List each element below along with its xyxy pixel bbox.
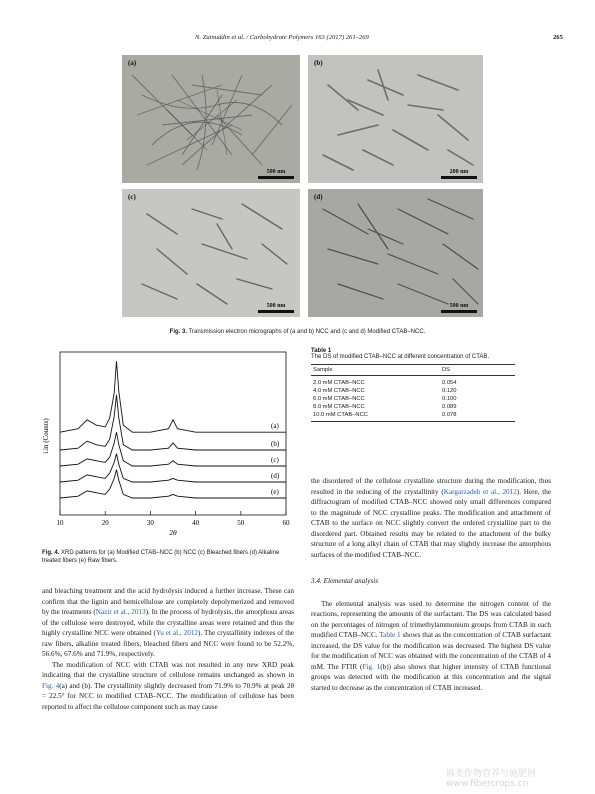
scale-bar-c bbox=[258, 303, 294, 313]
header-sample: Sample bbox=[311, 365, 440, 376]
table1-title: Table 1 bbox=[311, 348, 332, 354]
tem-panel-b bbox=[308, 55, 483, 183]
fig4-caption-prefix: Fig. 4. bbox=[42, 550, 60, 556]
right-paragraph-1 bbox=[311, 476, 551, 560]
fig3-caption-text: Transmission electron micrographs of (a and b) NCC and (c and d) Modified CTAB–NCC. bbox=[188, 329, 426, 335]
y-axis-label: i.in (Counts) bbox=[42, 418, 50, 454]
right-paragraph-2 bbox=[311, 599, 551, 694]
tem-panel-d bbox=[308, 189, 483, 317]
panel-label-a: (a) bbox=[128, 59, 137, 67]
series-label: (b) bbox=[271, 440, 280, 448]
left-paragraph-2 bbox=[42, 660, 294, 713]
text-run: shows that as the concentration of CTAB surfactant increased, the DS value for the modification was decreased. The highest DS value for the modification of NCC was obtained with the concentration of the CTAB of 4 mM. The FTIR ( bbox=[311, 631, 551, 671]
xrd-chart bbox=[42, 348, 294, 538]
xrd-series-line bbox=[60, 395, 286, 450]
scale-bar-text: 200 nm bbox=[449, 169, 469, 175]
scale-bar-text: 500 nm bbox=[266, 169, 286, 175]
scale-bar-text: 500 nm bbox=[266, 303, 286, 309]
text-run: ). The crystallinity indexes of the raw fibers, alkaline treated fibers, bleached fibers and NCC were found to be 52.2%, 56.6%, 67.6% and 71.9%, respectively. bbox=[42, 629, 294, 658]
citation-link[interactable]: Yu et al., 2012 bbox=[155, 629, 199, 637]
panel-label-c: (c) bbox=[128, 193, 136, 201]
xrd-series-line bbox=[60, 432, 286, 466]
x-tick-label: 10 bbox=[56, 519, 64, 527]
series-label: (e) bbox=[271, 488, 279, 496]
figure-link[interactable]: Fig. 1 bbox=[362, 662, 381, 671]
fig4-caption-text: XRD patterns for (a) Modified CTAB–NCC (b) NCC (c) Bleached fibers (d) Alkaline treated fibers (e) Raw fibers. bbox=[42, 550, 280, 564]
xrd-series-line bbox=[60, 454, 286, 482]
series-label: (d) bbox=[271, 472, 280, 480]
table-row bbox=[311, 376, 515, 388]
tem-image-d bbox=[308, 189, 483, 317]
cell-sample: 6.0 mM CTAB–NCC bbox=[313, 396, 365, 402]
section-heading: 3.4. Elemental analysis bbox=[311, 577, 379, 585]
tem-image-a bbox=[122, 55, 300, 183]
running-header: N. Zainuddin et al. / Carbohydrate Polymers 163 (2017) 261–269 bbox=[195, 34, 369, 41]
x-tick-label: 20 bbox=[101, 519, 109, 527]
cell-sample: 4.0 mM CTAB–NCC bbox=[313, 388, 365, 394]
tem-panel-c bbox=[122, 189, 300, 317]
scale-bar-text: 500 nm bbox=[449, 303, 469, 309]
scale-bar-line bbox=[441, 176, 477, 179]
fig3-caption-prefix: Fig. 3. bbox=[169, 329, 187, 335]
text-run: (a) and (b). The crystallinity slightly decreased from 71.9% to 70.9% at peak 2θ = 22.5° for NCC to modified CTAB–NCC. The modification of cellulose has been reported to affect the cellulose component such as may cause bbox=[42, 681, 295, 711]
scale-bar-d bbox=[441, 303, 477, 313]
figure-link[interactable]: Fig. 4 bbox=[42, 681, 60, 690]
citation-link[interactable]: Kargarzadeh et al., 2012 bbox=[443, 487, 517, 496]
cell-ds: 0.054 bbox=[442, 380, 457, 386]
scale-bar-b bbox=[441, 169, 477, 179]
cell-ds: 0.089 bbox=[442, 404, 457, 410]
text-run: ). Here, the diffractogram of modified CTAB–NCC showed only small differences compared to the magnitude of NCC crystalline peaks. The modification and attachment of CTAB to the surface on NCC slightly convert the ordered crystalline part to the disordered part. Obtained results may be related to the attachment of the bulky structure of a long alkyl chain of CTAB that may slightly increase the amorphous surfaces of the modified CTAB–NCC. bbox=[311, 487, 552, 559]
table1-block bbox=[311, 348, 551, 422]
page-number: 265 bbox=[553, 34, 563, 41]
header-ds: DS bbox=[440, 365, 515, 376]
left-column-text bbox=[42, 586, 294, 712]
table1-caption: The DS of modified CTAB–NCC at different concentration of CTAB. bbox=[311, 354, 490, 360]
text-run: the disordered of the cellulose crystalline structure during the modification, thus resulted in the reducing of the crystallinity ( bbox=[311, 477, 551, 496]
text-run: and bleaching treatment and the acid hydrolysis induced a further increase. These can confirm that the lignin and hemicellulose are completely depolymerized and removed by the treatments ( bbox=[42, 587, 294, 616]
watermark: 麻类作物营养与施肥网 www.fibercrops.cn bbox=[446, 769, 537, 789]
x-tick-label: 30 bbox=[146, 519, 154, 527]
scale-bar-line bbox=[258, 176, 294, 179]
x-tick-label: 50 bbox=[237, 519, 245, 527]
left-paragraph-1 bbox=[42, 586, 294, 660]
right-column-text bbox=[311, 476, 551, 693]
table-row bbox=[311, 387, 515, 395]
xrd-series-line bbox=[60, 361, 286, 432]
table-link[interactable]: Table 1 bbox=[379, 631, 401, 639]
cell-sample: 8.0 mM CTAB–NCC bbox=[313, 404, 365, 410]
x-tick-label: 60 bbox=[282, 519, 290, 527]
table-row bbox=[311, 395, 515, 403]
scale-bar-line bbox=[441, 310, 477, 313]
tem-image-b bbox=[308, 55, 483, 183]
xrd-figure bbox=[42, 348, 294, 538]
series-label: (c) bbox=[271, 456, 279, 464]
panel-label-b: (b) bbox=[314, 59, 323, 67]
tem-image-c bbox=[122, 189, 300, 317]
table-row bbox=[311, 411, 515, 422]
scale-bar-a bbox=[258, 169, 294, 179]
cell-sample: 2.0 mM CTAB–NCC bbox=[313, 380, 365, 386]
table-header-row bbox=[311, 365, 515, 376]
text-run: ). In the process of hydrolysis, the amorphous areas of the cellulose were destroyed, while the crystalline areas were retained and thus the highly crystalline NCC were obtained ( bbox=[42, 608, 294, 637]
cell-ds: 0.120 bbox=[442, 388, 457, 394]
cell-sample: 10.0 mM CTAB–NCC bbox=[311, 411, 440, 422]
table-row bbox=[311, 403, 515, 411]
xrd-series-line bbox=[60, 470, 286, 498]
text-run: The modification of NCC with CTAB was not resulted in any new XRD peak indicating that the crystalline structure of cellulose remains unchanged as shown in bbox=[42, 660, 294, 679]
tem-panel-a bbox=[122, 55, 300, 183]
series-label: (a) bbox=[271, 422, 279, 431]
citation-link[interactable]: Nazir et al., 2013 bbox=[95, 608, 146, 616]
scale-bar-line bbox=[258, 310, 294, 313]
fig4-caption bbox=[42, 549, 294, 565]
x-tick-label: 40 bbox=[192, 519, 200, 527]
panel-label-d: (d) bbox=[314, 193, 323, 201]
x-axis-label: 2θ bbox=[169, 528, 177, 537]
plot-frame bbox=[60, 352, 286, 515]
cell-ds: 0.100 bbox=[442, 396, 457, 402]
cell-ds: 0.078 bbox=[440, 411, 515, 422]
text-run: The elemental analysis was used to determine the nitrogen content of the reactions, representing the amounts of the surfactant. The DS was calculated based on the percentages of nitrogen of trimethylammonium groups from CTAB in each modified CTAB–NCC. bbox=[311, 599, 551, 639]
ds-table bbox=[311, 364, 515, 422]
fig3-caption bbox=[0, 329, 595, 335]
text-run: (b)) also shows that higher intensity of CTAB functional groups was detected with the modification at this concentration and the signal started to decrease as the concentration of CTAB increased. bbox=[311, 662, 551, 692]
